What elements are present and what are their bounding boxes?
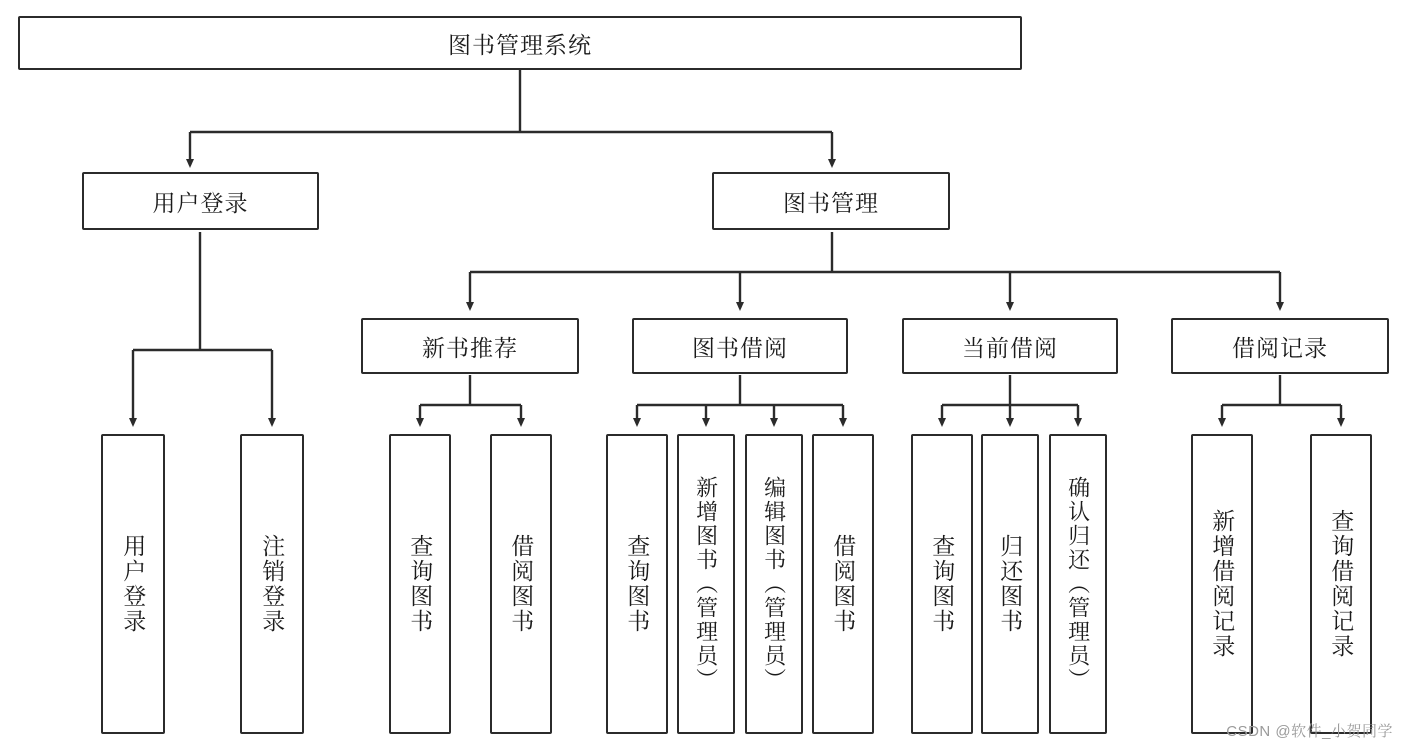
leaf-user-login-signin[interactable]	[101, 434, 165, 734]
leaf-current-return[interactable]	[981, 434, 1039, 734]
leaf-current-query[interactable]	[911, 434, 973, 734]
leaf-borrow-query[interactable]	[606, 434, 668, 734]
leaf-borrow-add-book-admin[interactable]	[677, 434, 735, 734]
node-root[interactable]	[18, 16, 1022, 70]
leaf-label: 借阅图书	[508, 534, 535, 634]
node-current-borrow-label: 当前借阅	[962, 334, 1058, 361]
node-root-label: 图书管理系统	[448, 31, 592, 58]
leaf-label: 确认归还（管理员）	[1065, 476, 1091, 692]
node-book-management[interactable]	[712, 172, 950, 230]
leaf-records-add[interactable]	[1191, 434, 1253, 734]
leaf-label: 查询图书	[407, 534, 434, 634]
leaf-new-book-borrow[interactable]	[490, 434, 552, 734]
node-book-management-label: 图书管理	[783, 189, 879, 216]
leaf-label: 查询借阅记录	[1328, 509, 1355, 659]
leaf-label: 用户登录	[120, 534, 147, 634]
node-current-borrow[interactable]	[902, 318, 1118, 374]
leaf-records-query[interactable]	[1310, 434, 1372, 734]
leaf-borrow-edit-book-admin[interactable]	[745, 434, 803, 734]
leaf-label: 归还图书	[997, 534, 1024, 634]
node-new-book-recommend-label: 新书推荐	[422, 334, 518, 361]
node-book-borrow-label: 图书借阅	[692, 334, 788, 361]
leaf-label: 编辑图书（管理员）	[761, 476, 787, 692]
node-user-login-label: 用户登录	[152, 189, 249, 216]
leaf-new-book-query[interactable]	[389, 434, 451, 734]
leaf-label: 新增图书（管理员）	[693, 476, 719, 692]
leaf-label: 查询图书	[929, 534, 956, 634]
leaf-label: 查询图书	[624, 534, 651, 634]
leaf-current-confirm-return-admin[interactable]	[1049, 434, 1107, 734]
node-user-login[interactable]	[82, 172, 319, 230]
node-borrow-records[interactable]	[1171, 318, 1389, 374]
node-book-borrow[interactable]	[632, 318, 848, 374]
watermark: CSDN @软件_小贺同学	[1226, 723, 1393, 740]
leaf-user-login-signout[interactable]	[240, 434, 304, 734]
node-borrow-records-label: 借阅记录	[1232, 334, 1328, 361]
leaf-label: 注销登录	[259, 534, 286, 634]
node-new-book-recommend[interactable]	[361, 318, 579, 374]
leaf-label: 新增借阅记录	[1209, 509, 1236, 659]
leaf-borrow-borrow-book[interactable]	[812, 434, 874, 734]
leaf-label: 借阅图书	[830, 534, 857, 634]
